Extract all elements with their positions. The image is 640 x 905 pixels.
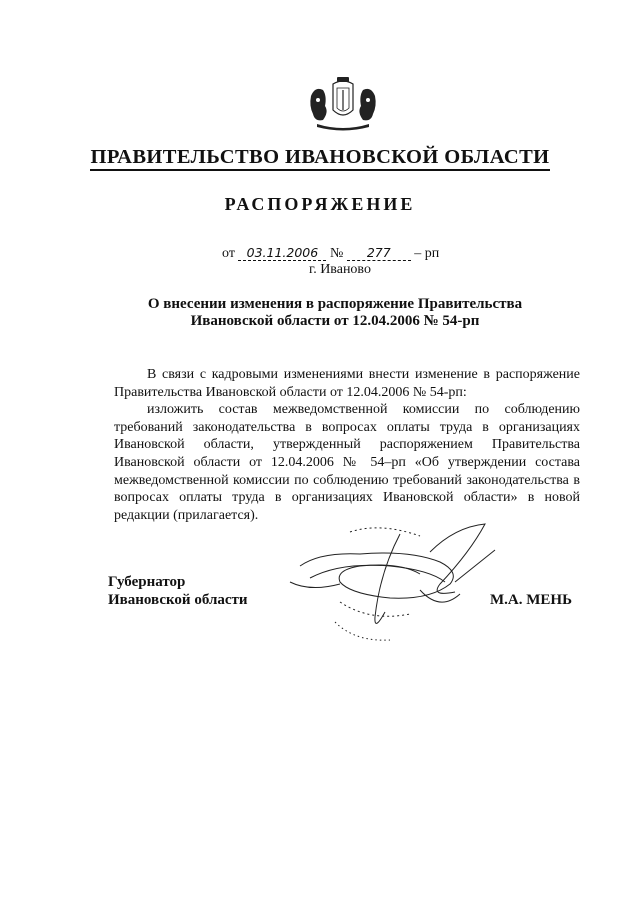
number-sign: №	[329, 246, 344, 261]
number-suffix: – рп	[414, 246, 440, 261]
document-body	[114, 366, 580, 524]
signatory-title-line-1: Губернатор	[108, 574, 186, 590]
handwritten-signature-icon	[280, 522, 510, 652]
coat-of-arms-icon	[303, 76, 383, 132]
signatory-title-line-2: Ивановской области	[108, 592, 248, 608]
organization-title-text: ПРАВИТЕЛЬСТВО ИВАНОВСКОЙ ОБЛАСТИ	[90, 146, 549, 171]
document-type: РАСПОРЯЖЕНИЕ	[224, 194, 416, 214]
date-prefix: от	[222, 246, 235, 261]
signatory-title	[108, 573, 248, 609]
organization-title	[0, 146, 640, 169]
document-subject	[100, 296, 570, 330]
city: г. Иваново	[309, 262, 371, 277]
date-number-line	[222, 245, 439, 262]
subject-line-1: О внесении изменения в распоряжение Правительства	[147, 296, 523, 312]
handwritten-date: 03.11.2006	[238, 245, 326, 261]
body-paragraph-1: В связи с кадровыми изменениями внести изменение в распоряжение Правительства Ивановской области от 12.04.2006 № 54-рп:	[114, 367, 580, 400]
signatory-name: М.А. МЕНЬ	[490, 592, 572, 608]
body-paragraph-2: изложить состав межведомственной комиссии по соблюдению требований законодательства в вопросах оплаты труда в организациях Ивановской области, утвержденный распоряжением Правительства Ивановской области от 12.04.2006 № 54–рп «Об утверждении состава межведомственной комиссии по соблюдению требований законодательства в вопросах оплаты труда в организациях Ивановской области» в новой редакции (прилагается).	[114, 402, 580, 523]
handwritten-number: 277	[347, 245, 411, 261]
subject-line-2: Ивановской области от 12.04.2006 № 54-рп	[190, 313, 480, 329]
